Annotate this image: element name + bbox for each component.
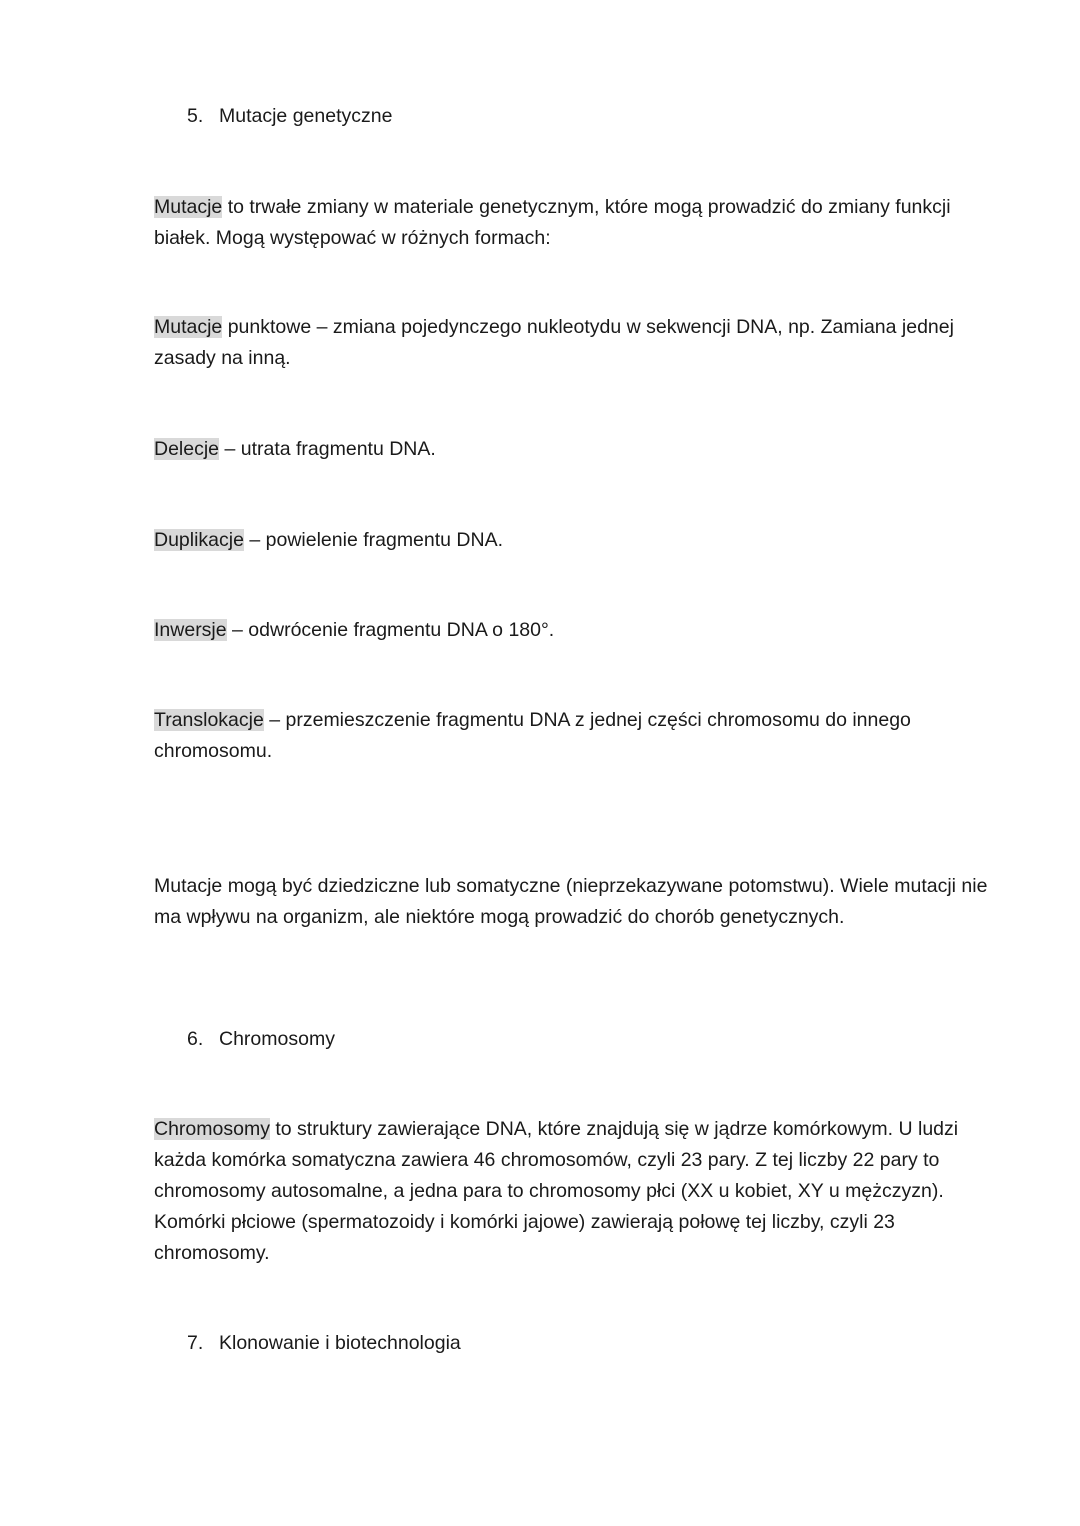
section-title: Mutacje genetyczne <box>219 105 393 127</box>
paragraph-delecje <box>154 434 994 465</box>
highlighted-term: Duplikacje <box>154 529 244 551</box>
paragraph-text: punktowe – zmiana pojedynczego nukleotydu w sekwencji DNA, np. Zamiana jednej zasady na inną. <box>154 316 954 369</box>
highlighted-term: Delecje <box>154 438 220 460</box>
highlighted-term: Mutacje <box>154 316 223 338</box>
paragraph-mutacje-dziedziczne <box>154 871 994 933</box>
paragraph-translokacje <box>154 705 994 767</box>
highlighted-term: Chromosomy <box>154 1118 270 1140</box>
section-title: Chromosomy <box>219 1028 335 1050</box>
section-title: Klonowanie i biotechnologia <box>219 1332 461 1354</box>
highlighted-term: Translokacje <box>154 709 264 731</box>
section-number: 6. <box>187 1028 204 1050</box>
paragraph-mutacje-punktowe <box>154 312 994 374</box>
paragraph-text: Mutacje mogą być dziedziczne lub somatyczne (nieprzekazywane potomstwu). Wiele mutacji nie ma wpływu na organizm, ale niektóre mogą prowadzić do chorób genetycznych. <box>154 875 988 928</box>
section-heading-7 <box>187 1328 461 1359</box>
paragraph-duplikacje <box>154 525 994 556</box>
section-number: 7. <box>187 1332 204 1354</box>
section-heading-5 <box>187 101 392 132</box>
paragraph-text: to trwałe zmiany w materiale genetycznym, które mogą prowadzić do zmiany funkcji białek. Mogą występować w różnych formach: <box>154 196 951 249</box>
section-number: 5. <box>187 105 204 127</box>
highlighted-term: Inwersje <box>154 619 227 641</box>
highlighted-term: Mutacje <box>154 196 223 218</box>
paragraph-mutacje <box>154 192 994 254</box>
paragraph-text: – utrata fragmentu DNA. <box>219 438 436 460</box>
paragraph-text: – przemieszczenie fragmentu DNA z jednej części chromosomu do innego chromosomu. <box>154 709 911 762</box>
paragraph-text: – odwrócenie fragmentu DNA o 180°. <box>226 619 555 641</box>
paragraph-inwersje <box>154 615 994 646</box>
paragraph-chromosomy <box>154 1114 994 1269</box>
paragraph-text: to struktury zawierające DNA, które znajdują się w jądrze komórkowym. U ludzi każda komórka somatyczna zawiera 46 chromosomów, czyli 23 pary. Z tej liczby 22 pary to chromosomy autosomalne, a jedna para to chromosomy płci (XX u kobiet, XY u mężczyzn). Komórki płciowe (spermatozoidy i komórki jajowe) zawierają połowę tej liczby, czyli 23 chromosomy. <box>154 1118 959 1264</box>
section-heading-6 <box>187 1024 335 1055</box>
paragraph-text: – powielenie fragmentu DNA. <box>243 529 504 551</box>
